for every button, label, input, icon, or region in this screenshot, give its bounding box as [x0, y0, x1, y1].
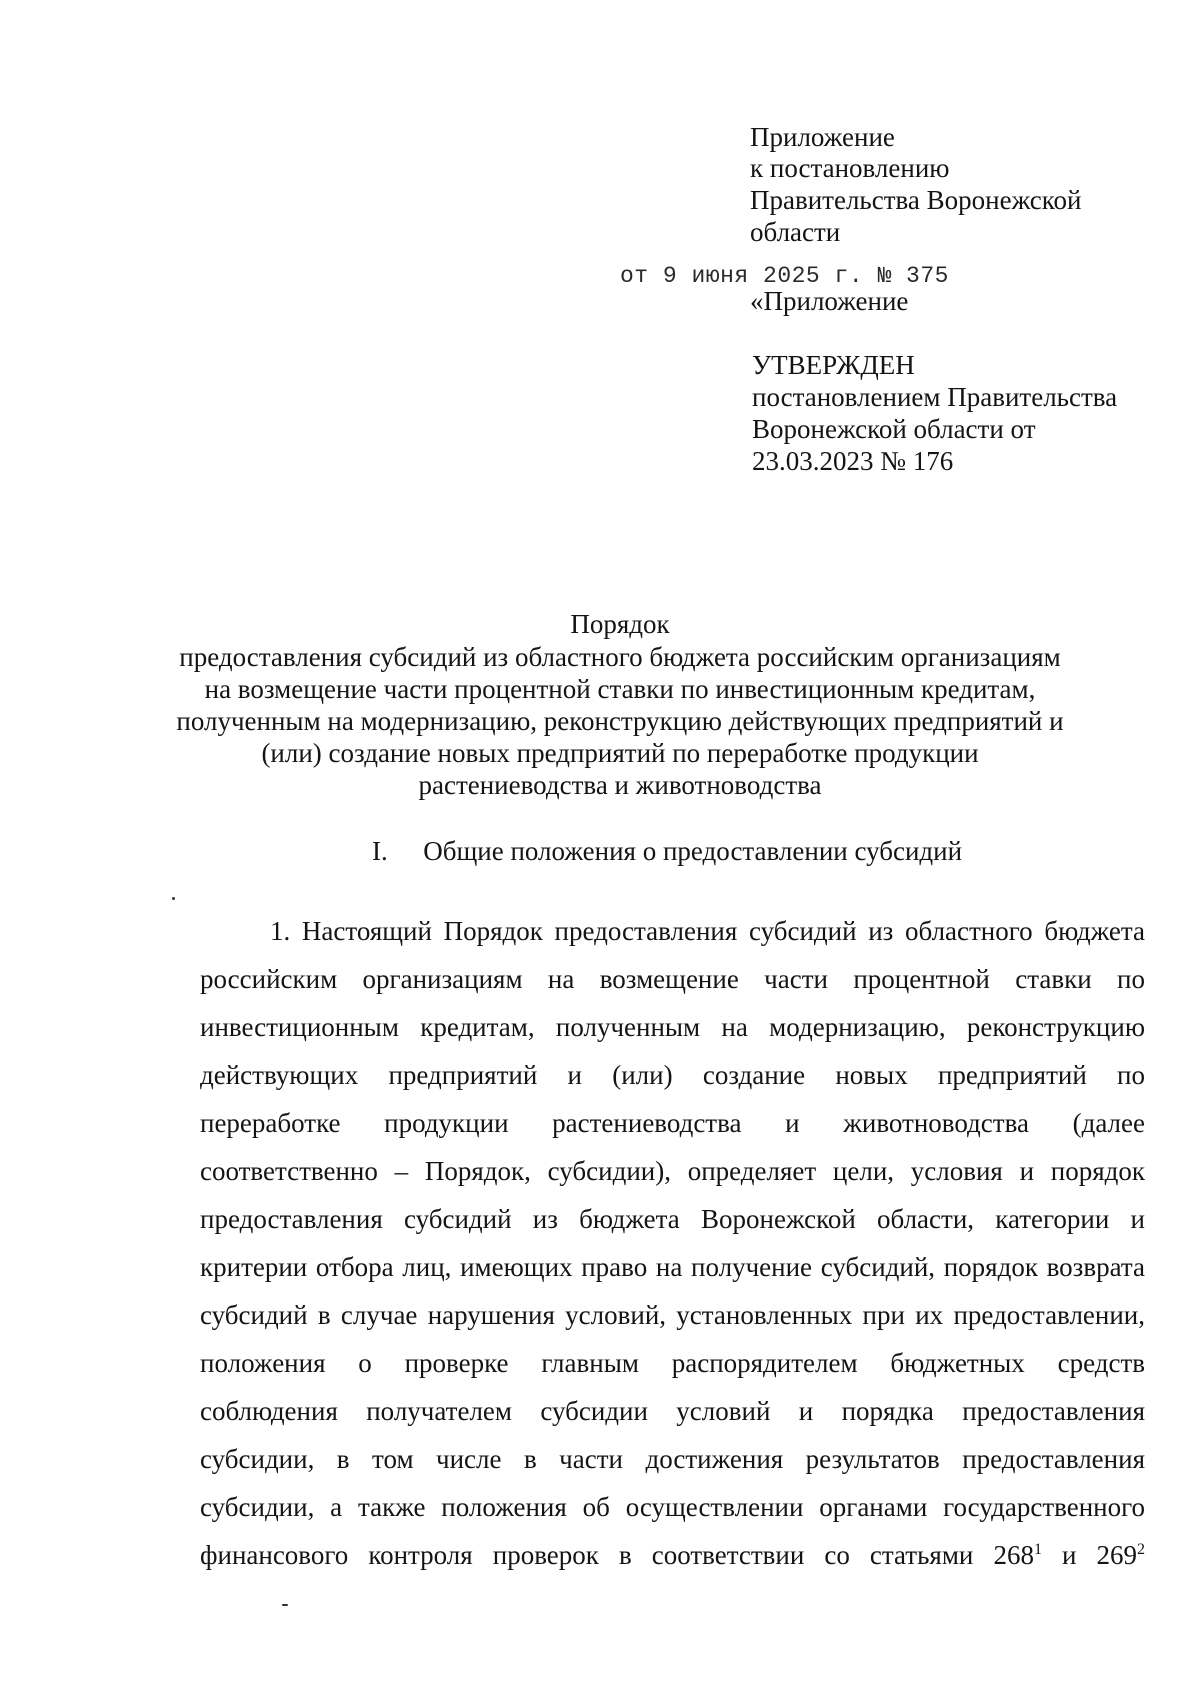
paragraph-line: субсидии, в том числе в части достижения результатов предоставления [200, 1444, 1145, 1474]
approved-line-2: Воронежской области от [752, 414, 1036, 444]
paragraph-line: соблюдения получателем субсидии условий и порядка предоставления [200, 1396, 1145, 1426]
registration-stamp: от 9 июня 2025 г. № 375 [620, 263, 949, 289]
paragraph-line: субсидии, а также положения об осуществлении органами государственного [200, 1492, 1145, 1522]
appendix-line-2: к постановлению [750, 153, 950, 183]
paragraph-line: действующих предприятий и (или) создание новых предприятий по [200, 1060, 1145, 1090]
approved-line-1: постановлением Правительства [752, 382, 1118, 412]
title-line-2: на возмещение части процентной ставки по инвестиционным кредитам, [204, 674, 1036, 704]
paragraph-line: критерии отбора лиц, имеющих право на получение субсидий, порядок возврата [200, 1252, 1145, 1282]
approved-title: УТВЕРЖДЕН [752, 350, 915, 380]
title-line-5: растениеводства и животноводства [418, 770, 822, 800]
paragraph-last-line [200, 1537, 1145, 1585]
title-line-3: полученным на модернизацию, реконструкцию действующих предприятий и [176, 706, 1064, 736]
section-heading [372, 835, 962, 867]
article-268: $268^1$ [993, 1540, 1042, 1570]
last-line-text: финансового контроля проверок в соответствии со статьями [200, 1540, 974, 1570]
quote-appendix-label: «Приложение [750, 286, 909, 316]
appendix-line-4: области [750, 217, 841, 247]
section-number: I. [372, 836, 388, 866]
conjunction: и [1062, 1540, 1077, 1570]
scan-speck [172, 897, 175, 900]
approved-line-3: 23.03.2023 № 176 [752, 446, 954, 476]
paragraph-line: инвестиционным кредитам, полученным на модернизацию, реконструкцию [200, 1012, 1145, 1042]
title-line-4: (или) создание новых предприятий по переработке продукции [261, 738, 979, 768]
paragraph-line: соответственно – Порядок, субсидии), определяет цели, условия и порядок [200, 1156, 1145, 1186]
title-heading: Порядок [570, 609, 670, 639]
paragraph-line: переработке продукции растениеводства и животноводства (далее [200, 1108, 1145, 1138]
appendix-line-1: Приложение [750, 122, 895, 152]
section-title: Общие положения о предоставлении субсидий [423, 836, 963, 866]
title-line-1: предоставления субсидий из областного бюджета российским организациям [179, 642, 1061, 672]
paragraph-line: субсидий в случае нарушения условий, установленных при их предоставлении, [200, 1300, 1145, 1330]
paragraph-1 [200, 913, 1145, 1585]
scan-speck [282, 1604, 288, 1606]
paragraph-line: 1. Настоящий Порядок предоставления субсидий из областного бюджета [270, 916, 1145, 946]
paragraph-line: российским организациям на возмещение части процентной ставки по [200, 964, 1145, 994]
paragraph-line: предоставления субсидий из бюджета Воронежской области, категории и [200, 1204, 1145, 1234]
article-269: $269^2$ [1096, 1540, 1146, 1570]
paragraph-line: положения о проверке главным распорядителем бюджетных средств [200, 1348, 1145, 1378]
appendix-line-3: Правительства Воронежской [750, 185, 1082, 215]
